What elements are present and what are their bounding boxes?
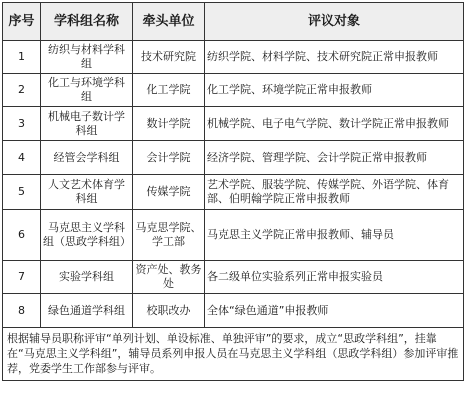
row-group-name: 经管会学科组 (41, 141, 133, 175)
table-row (3, 210, 464, 261)
table-row (3, 294, 464, 328)
table-row (3, 141, 464, 175)
row-number: 3 (3, 107, 41, 141)
row-number: 4 (3, 141, 41, 175)
table-row (3, 41, 464, 74)
row-lead-unit: 资产处、教务处 (133, 261, 205, 294)
table-row (3, 74, 464, 107)
row-lead-unit: 传媒学院 (133, 175, 205, 210)
header-number: 序号 (3, 3, 41, 41)
row-evaluation-target: 经济学院、管理学院、会计学院正常申报教师 (205, 141, 464, 175)
row-group-name: 马克思主义学科组（思政学科组） (41, 210, 133, 261)
row-number: 8 (3, 294, 41, 328)
table-note-row (3, 328, 464, 381)
row-group-name: 绿色通道学科组 (41, 294, 133, 328)
row-evaluation-target: 马克思主义学院正常申报教师、辅导员 (205, 210, 464, 261)
header-group-name: 学科组名称 (41, 3, 133, 41)
row-lead-unit: 马克思学院、学工部 (133, 210, 205, 261)
document-table-container (2, 2, 463, 381)
row-number: 7 (3, 261, 41, 294)
row-group-name: 机械电子数计学科组 (41, 107, 133, 141)
row-evaluation-target: 全体“绿色通道”申报教师 (205, 294, 464, 328)
row-evaluation-target: 各二级单位实验系列正常申报实验员 (205, 261, 464, 294)
row-lead-unit: 技术研究院 (133, 41, 205, 74)
row-lead-unit: 会计学院 (133, 141, 205, 175)
table-footnote: 根据辅导员职称评审“单列计划、单设标准、单独评审”的要求，成立“思政学科组”，挂靠在“马克思主义学科组”，辅导员系列申报人员在马克思主义学科组（思政学科组）参加评审推荐，党委学生工作部参与评审。 (3, 328, 464, 381)
table-row (3, 107, 464, 141)
row-number: 1 (3, 41, 41, 74)
row-evaluation-target: 艺术学院、服装学院、传媒学院、外语学院、体育部、伯明翰学院正常申报教师 (205, 175, 464, 210)
row-group-name: 化工与环境学科组 (41, 74, 133, 107)
row-lead-unit: 化工学院 (133, 74, 205, 107)
row-evaluation-target: 机械学院、电子电气学院、数计学院正常申报教师 (205, 107, 464, 141)
row-group-name: 人文艺术体育学科组 (41, 175, 133, 210)
table-row (3, 175, 464, 210)
header-lead-unit: 牵头单位 (133, 3, 205, 41)
evaluation-group-table (2, 2, 464, 381)
table-header-row (3, 3, 464, 41)
header-evaluation-target: 评议对象 (205, 3, 464, 41)
row-number: 2 (3, 74, 41, 107)
row-lead-unit: 数计学院 (133, 107, 205, 141)
row-number: 6 (3, 210, 41, 261)
row-group-name: 纺织与材料学科组 (41, 41, 133, 74)
table-row (3, 261, 464, 294)
row-evaluation-target: 化工学院、环境学院正常申报教师 (205, 74, 464, 107)
row-evaluation-target: 纺织学院、材料学院、技术研究院正常申报教师 (205, 41, 464, 74)
row-group-name: 实验学科组 (41, 261, 133, 294)
row-lead-unit: 校职改办 (133, 294, 205, 328)
row-number: 5 (3, 175, 41, 210)
